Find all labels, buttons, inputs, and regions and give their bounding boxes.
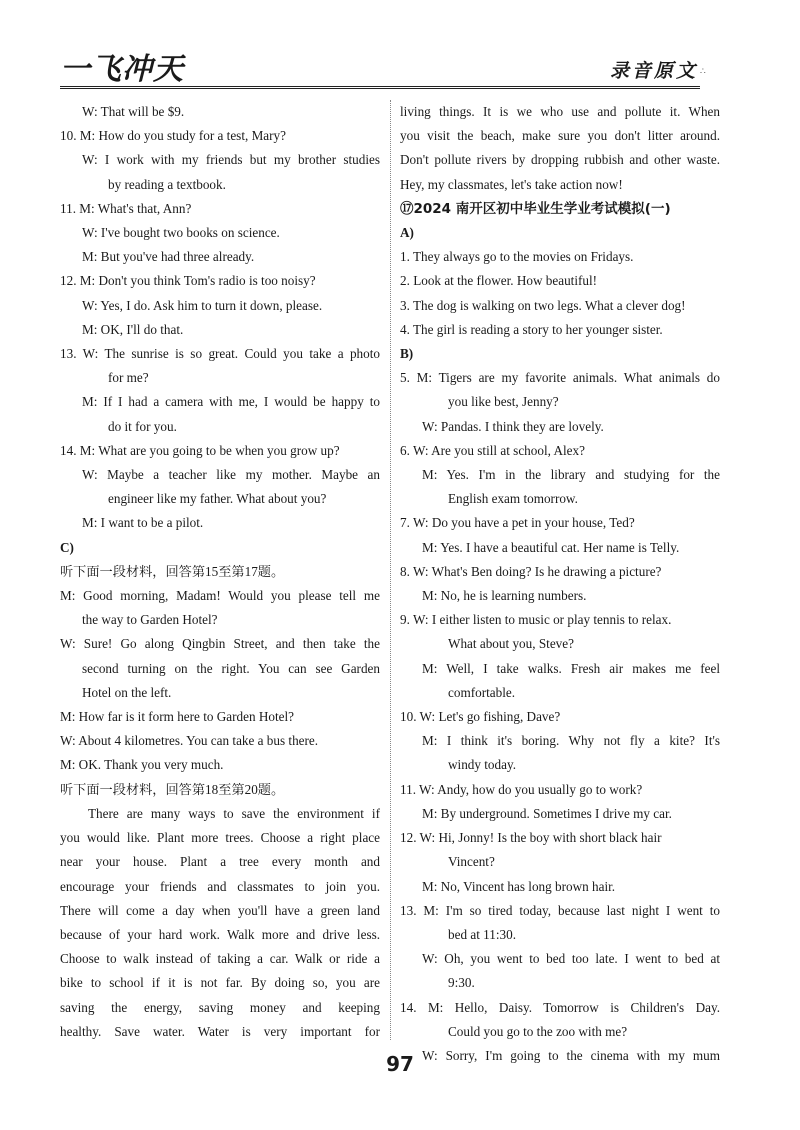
text-line: There are many ways to save the environment if: [88, 805, 380, 821]
text-line: Choose to walk instead of taking a car. Walk or ride a: [60, 951, 380, 967]
text-line: saving the energy, saving money and keeping: [60, 999, 380, 1015]
text-line: W: Oh, you went to bed too late. I went to bed at: [422, 951, 720, 967]
text-line: bike to school if it is not far. By doing so, you are: [60, 975, 380, 991]
text-line: W: Pandas. I think they are lovely.: [422, 418, 604, 434]
text-line: comfortable.: [448, 684, 516, 700]
text-line: M: But you've had three already.: [82, 249, 255, 265]
text-line: W: Sure! Go along Qingbin Street, and then take the: [60, 636, 380, 652]
text-line: 10. M: How do you study for a test, Mary?: [60, 128, 286, 144]
text-line: 11. W: Andy, how do you usually go to work?: [400, 781, 643, 797]
text-line: There will come a day when you'll have a green land: [60, 902, 380, 918]
text-line: 12. W: Hi, Jonny! Is the boy with short black hair: [400, 830, 662, 846]
text-line: Vincent?: [448, 854, 495, 870]
text-line: you like best, Jenny?: [448, 394, 559, 410]
text-line: 1. They always go to the movies on Fridays.: [400, 249, 634, 265]
text-line: 4. The girl is reading a story to her younger sister.: [400, 321, 663, 337]
text-line: bed at 11:30.: [448, 926, 516, 942]
text-line: W: Sorry, I'm going to the cinema with my mum: [422, 1047, 720, 1063]
text-line: Don't pollute rivers by dropping rubbish and other waste.: [400, 152, 720, 168]
text-line: 11. M: What's that, Ann?: [60, 200, 192, 216]
text-line: 10. W: Let's go fishing, Dave?: [400, 709, 561, 725]
text-line: living things. It is we who use and pollute it. When: [400, 104, 720, 119]
text-line: 12. M: Don't you think Tom's radio is too noisy?: [60, 273, 316, 289]
column-divider: [390, 100, 391, 1040]
text-line: M: How far is it form here to Garden Hotel?: [60, 709, 295, 725]
text-line: encourage your friends and classmates to join you.: [60, 878, 380, 894]
text-line: because of your hard work. Walk more and drive less.: [60, 926, 380, 942]
text-line: 6. W: Are you still at school, Alex?: [400, 442, 585, 458]
text-line: you would like. Plant more trees. Choose a right place: [60, 830, 380, 846]
header-rule: [60, 86, 700, 89]
text-line: 8. W: What's Ben doing? Is he drawing a picture?: [400, 563, 662, 579]
text-line: you visit the beach, make sure you don't litter around.: [400, 128, 720, 144]
text-line: 2. Look at the flower. How beautiful!: [400, 273, 598, 289]
text-line: C): [60, 539, 74, 555]
text-line: B): [400, 346, 414, 362]
text-line: engineer like my father. What about you?: [108, 491, 327, 507]
header-decoration: ∴: [700, 66, 706, 76]
text-line: Could you go to the zoo with me?: [448, 1023, 628, 1039]
text-line: 9. W: I either listen to music or play tennis to relax.: [400, 612, 672, 628]
text-line: 听下面一段材料，回答第15至第17题。: [60, 563, 285, 579]
text-line: M: If I had a camera with me, I would be happy to: [82, 394, 380, 410]
text-line: near your house. Plant a tree every month and: [60, 854, 380, 870]
text-line: ⑰2024 南开区初中毕业生学业考试模拟(一): [400, 200, 671, 217]
text-line: M: Yes. I have a beautiful cat. Her name is Telly.: [422, 539, 680, 555]
text-line: M: I want to be a pilot.: [82, 515, 204, 531]
text-line: 14. M: Hello, Daisy. Tomorrow is Children's Day.: [400, 999, 720, 1015]
page-number: 97: [386, 1052, 414, 1076]
text-line: healthy. Save water. Water is very important for: [60, 1023, 380, 1039]
text-line: second turning on the right. You can see Garden: [82, 660, 380, 676]
text-line: the way to Garden Hotel?: [82, 612, 218, 628]
text-line: English exam tomorrow.: [448, 491, 578, 507]
text-line: W: Maybe a teacher like my mother. Maybe an: [82, 467, 380, 483]
text-line: M: Well, I take walks. Fresh air makes me feel: [422, 660, 720, 676]
text-line: A): [400, 225, 414, 241]
text-line: 3. The dog is walking on two legs. What a clever dog!: [400, 297, 686, 313]
text-line: W: That will be $9.: [82, 104, 185, 119]
left-column: [60, 100, 380, 1044]
text-line: M: No, Vincent has long brown hair.: [422, 878, 616, 894]
section-title: 录音原文: [610, 60, 699, 82]
text-line: W: I've bought two books on science.: [82, 225, 280, 241]
text-line: 13. M: I'm so tired today, because last night I went to: [400, 902, 720, 918]
text-line: 14. M: What are you going to be when you grow up?: [60, 442, 340, 458]
text-line: 听下面一段材料，回答第18至第20题。: [60, 781, 285, 797]
text-line: windy today.: [448, 757, 517, 773]
text-line: M: OK, I'll do that.: [82, 321, 184, 337]
text-line: by reading a textbook.: [108, 176, 226, 192]
text-line: Hotel on the left.: [82, 684, 172, 700]
text-line: do it for you.: [108, 418, 177, 434]
text-line: 13. W: The sunrise is so great. Could you take a photo: [60, 346, 380, 362]
text-line: W: I work with my friends but my brother studies: [82, 152, 380, 168]
text-line: What about you, Steve?: [448, 636, 574, 652]
text-line: M: OK. Thank you very much.: [60, 757, 224, 773]
text-line: M: I think it's boring. Why not fly a kite? It's: [422, 733, 720, 749]
right-column: [400, 100, 720, 1068]
text-line: for me?: [108, 370, 149, 386]
book-logo: 一飞冲天: [60, 52, 184, 87]
text-line: M: Good morning, Madam! Would you please tell me: [60, 588, 380, 604]
text-line: W: About 4 kilometres. You can take a bus there.: [60, 733, 319, 749]
text-line: M: By underground. Sometimes I drive my car.: [422, 805, 672, 821]
text-line: 7. W: Do you have a pet in your house, Ted?: [400, 515, 635, 531]
text-line: 9:30.: [448, 975, 475, 991]
text-line: Hey, my classmates, let's take action now!: [400, 176, 623, 192]
text-line: M: Yes. I'm in the library and studying for the: [422, 467, 720, 483]
text-line: W: Yes, I do. Ask him to turn it down, please.: [82, 297, 323, 313]
text-line: M: No, he is learning numbers.: [422, 588, 587, 604]
text-line: 5. M: Tigers are my favorite animals. What animals do: [400, 370, 720, 386]
page-header: [0, 0, 800, 100]
